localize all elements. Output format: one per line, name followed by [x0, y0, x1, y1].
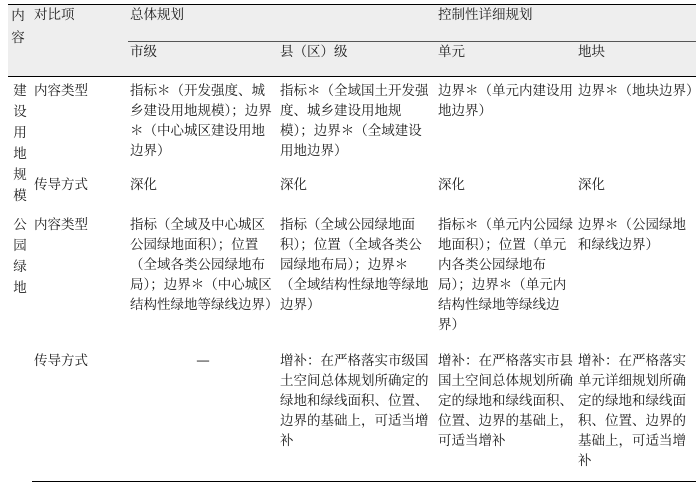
cell-unit: 深化: [438, 177, 465, 193]
cell-unit: 指标＊（单元内公园绿地面积）；位置（单元内各类公园绿地布局）；边界＊（单元内结构性绿地等绿线边界）: [438, 217, 573, 333]
header-content-label: 内容: [11, 8, 25, 46]
header-general-plan: 总体规划: [128, 5, 436, 42]
cell-city: —: [128, 347, 278, 482]
cell-plot: 深化: [578, 177, 605, 193]
row-item: 内容类型: [34, 217, 88, 233]
table-row: [8, 211, 696, 347]
header-unit: 单元: [436, 42, 576, 77]
row-item: 传导方式: [34, 177, 88, 193]
cell-county: 指标＊（全域国土开发强度、城乡建设用地规模）；边界＊（全域建设用地边界）: [280, 83, 429, 159]
table-row: [8, 77, 696, 172]
header-city-level: 市级: [128, 42, 278, 77]
cell-county: 增补：在严格落实市级国土空间总体规划所确定的绿地和绿线面积、位置、边界的基础上，可适当增补: [278, 347, 436, 482]
table-row: [8, 347, 696, 482]
cell-unit: 增补：在严格落实市县国土空间总体规划所确定的绿地和绿线面积、位置、边界的基础上，可适当增补: [436, 347, 576, 482]
header-row-1: [8, 5, 696, 42]
section-label-construction-land: 建设用地规模: [13, 83, 27, 204]
cell-city: 指标＊（开发强度、城乡建设用地规模）；边界＊（中心城区建设用地边界）: [130, 83, 272, 159]
row-item: 传导方式: [32, 347, 128, 482]
header-content-cell: [8, 5, 32, 77]
cell-unit: 边界＊（单元内建设用地边界）: [438, 83, 573, 119]
cell-county: 深化: [280, 177, 307, 193]
cell-plot: 边界＊（地块边界）: [578, 83, 700, 99]
cell-county: 指标（全域公园绿地面积）；位置（全域各类公园绿地布局）；边界＊（全域结构性绿地等绿地边界）: [280, 217, 429, 313]
header-compare-item: 对比项: [32, 5, 128, 77]
cell-plot: 增补：在严格落实单元详细规划所确定的绿地和绿线面积、位置、边界的基础上，可适当增补: [576, 347, 696, 482]
section-label-park-green: 公园绿地: [13, 217, 27, 296]
header-plot: 地块: [576, 42, 696, 77]
cell-plot: 边界＊（公园绿地和绿线边界）: [578, 217, 686, 253]
cell-city: 指标（全域及中心城区公园绿地面积）；位置（全域各类公园绿地布局）；边界＊（中心城区结构性绿地等绿线边界）: [130, 217, 279, 313]
header-county-level: 县（区）级: [278, 42, 436, 77]
cell-city: 深化: [130, 177, 157, 193]
planning-comparison-table: [8, 4, 700, 482]
row-item: 内容类型: [34, 83, 88, 99]
header-regulatory-plan: 控制性详细规划: [436, 5, 696, 42]
table-row: [8, 171, 696, 211]
